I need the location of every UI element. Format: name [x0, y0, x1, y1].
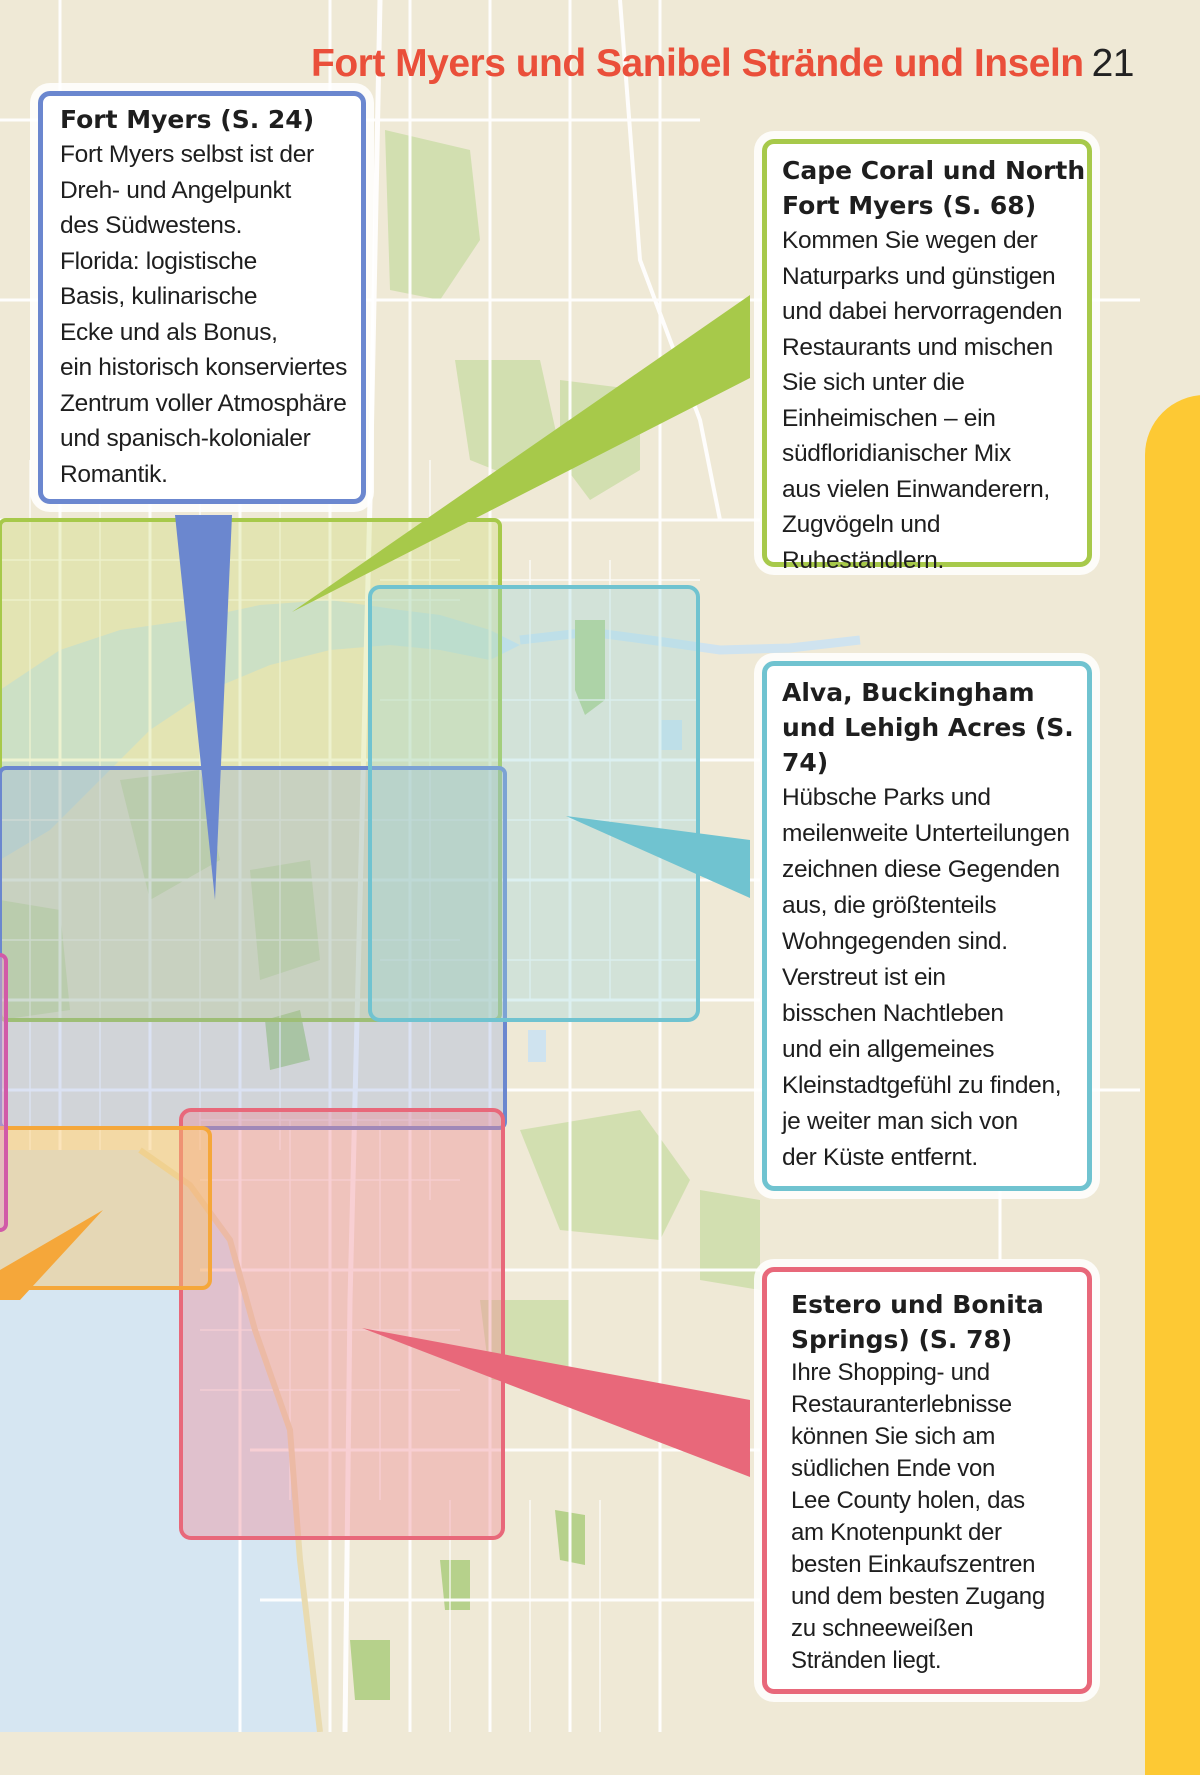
chapter-tab [1145, 395, 1200, 1775]
region-rect-estero [181, 1110, 503, 1538]
callout-title: Cape Coral und North Fort Myers (S. 68) [782, 156, 1086, 220]
callout-title: Estero und Bonita Springs) (S. 78) [791, 1290, 1044, 1354]
callout-estero-bonita [762, 1267, 1092, 1694]
callout-fort-myers [38, 91, 366, 504]
page-title: Fort Myers und Sanibel Strände und Inseln [311, 42, 1084, 85]
callout-text: Hübsche Parks und meilenweite Unterteilungen zeichnen diese Gegenden aus, die größtenteils Wohngegenden sind. Verstreut ist ein bisschen Nachtleben und ein allgemeines Kleinstadtgefühl zu finden, je weiter man sich von der Küste entfernt. [782, 784, 1070, 1171]
callout-cape-coral [762, 139, 1092, 574]
callout-text: Ihre Shopping- und Restauranterlebnisse können Sie sich am südlichen Ende von Lee County holen, das am Knotenpunkt der besten Einkaufszentren und dem besten Zugang zu schneeweißen Stränden liegt. [791, 1359, 1045, 1674]
callout-text: Kommen Sie wegen der Naturparks und günstigen und dabei hervorragenden Restaurants und mischen Sie sich unter die Einheimischen – ein südfloridianischer Mix aus vielen Einwanderern, Zugvögeln und Ruheständlern. [782, 227, 1063, 574]
callout-title: Fort Myers (S. 24) [60, 105, 315, 134]
callout-alva-buckingham [762, 661, 1092, 1191]
page-number: 21 [1091, 42, 1134, 85]
callout-title: Alva, Buckingham und Lehigh Acres (S. 74) [782, 678, 1074, 777]
page-header [311, 42, 1134, 86]
region-rect-alva [370, 587, 698, 1020]
region-rect-pine-island [0, 955, 6, 1230]
callout-text: Fort Myers selbst ist der Dreh- und Angelpunkt des Südwestens. Florida: logistische Basis, kulinarische Ecke und als Bonus, ein historisch konserviertes Zentrum voller Atmosphäre und spanisch-kolonialer Romantik. [60, 141, 348, 488]
lake [528, 1030, 546, 1062]
